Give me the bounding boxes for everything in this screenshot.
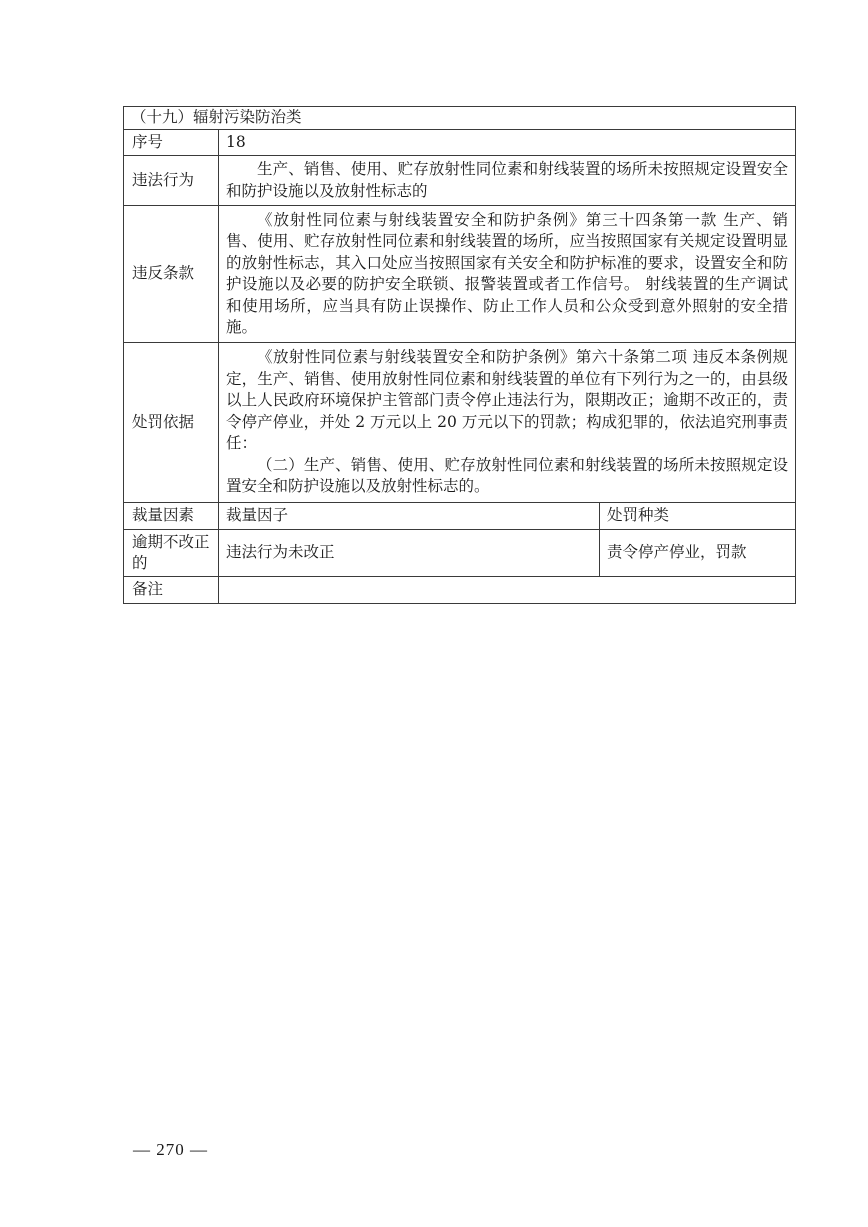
remarks-label: 备注	[124, 577, 219, 604]
discretion-row	[124, 530, 796, 577]
serial-value: 18	[219, 130, 796, 156]
discretion-row-factor: 违法行为未改正	[219, 530, 600, 577]
serial-label: 序号	[124, 130, 219, 156]
discretion-header-row	[124, 503, 796, 530]
violation-text: 生产、销售、使用、贮存放射性同位素和射线装置的场所未按照规定设置安全和防护设施以及放射性标志的	[226, 160, 789, 200]
penalty-basis-para-2: （二）生产、销售、使用、贮存放射性同位素和射线装置的场所未按照规定设置安全和防护设施以及放射性标志的。	[226, 455, 789, 496]
violated-provision-text: 《放射性同位素与射线装置安全和防护条例》第三十四条第一款 生产、销售、使用、贮存放射性同位素和射线装置的场所，应当按照国家有关规定设置明显的放射性标志，其入口处应当按照国家有关安全和防护标准的要求，设置安全和防护设施以及必要的防护安全联锁、报警装置或者工作信号。 射线装置的生产调试和使用场所，应当具有防止误操作、防止工作人员和公众受到意外照射的安全措施。	[226, 210, 789, 336]
violated-provision-label: 违反条款	[124, 206, 219, 343]
penalty-type-header: 处罚种类	[600, 503, 796, 530]
remarks-row	[124, 577, 796, 604]
discretion-factor-header: 裁量因子	[219, 503, 600, 530]
penalty-discretion-table	[123, 106, 796, 604]
discretion-row-penalty-type: 责令停产停业，罚款	[600, 530, 796, 577]
discretion-factor-label: 裁量因素	[124, 503, 219, 530]
section-title-row	[124, 107, 796, 130]
penalty-basis-row	[124, 343, 796, 503]
penalty-basis-para-1: 《放射性同位素与射线装置安全和防护条例》第六十条第二项 违反本条例规定，生产、销售、使用放射性同位素和射线装置的单位有下列行为之一的，由县级以上人民政府环境保护主管部门责令停止违法行为，限期改正；逾期不改正的，责令停产停业，并处 2 万元以上 20 万元以下的罚款；构成犯罪的，依法追究刑事责任：	[226, 348, 789, 453]
violation-label: 违法行为	[124, 156, 219, 206]
remarks-value	[219, 577, 796, 604]
page-number: — 270 —	[133, 1140, 208, 1159]
penalty-basis-label: 处罚依据	[124, 343, 219, 503]
section-title: （十九）辐射污染防治类	[124, 107, 796, 130]
violated-provision-row	[124, 206, 796, 343]
serial-row	[124, 130, 796, 156]
discretion-row-label: 逾期不改正的	[124, 530, 219, 577]
violation-row	[124, 156, 796, 206]
